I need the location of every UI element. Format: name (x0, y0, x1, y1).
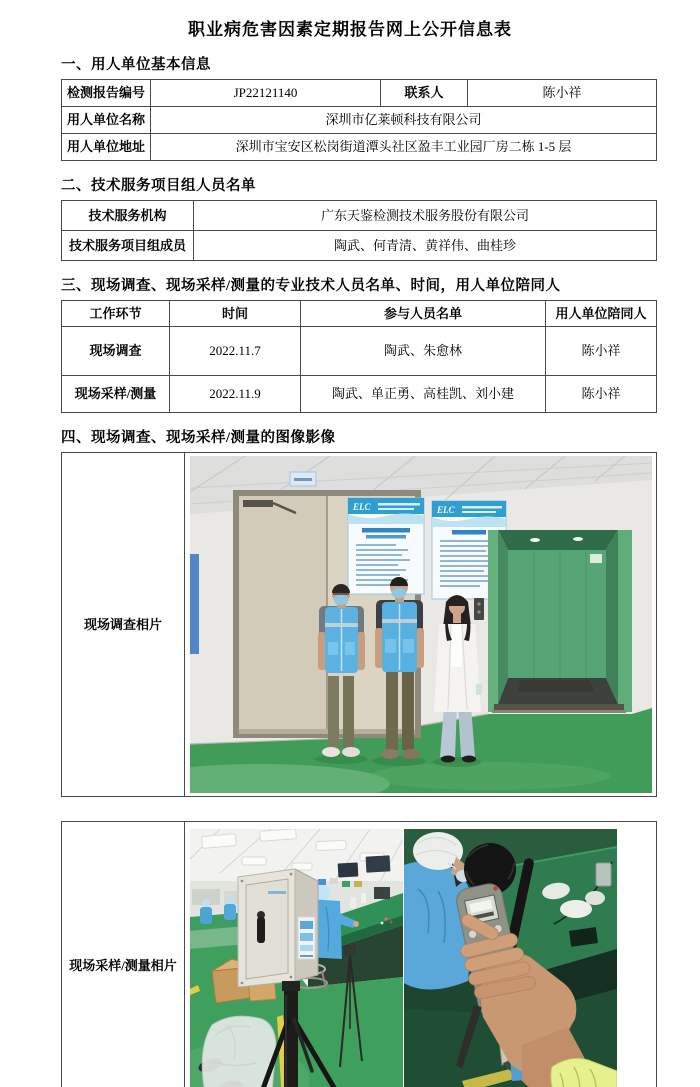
stage-cell: 现场采样/测量 (62, 376, 170, 413)
section3-heading: 三、现场调查、现场采样/测量的专业技术人员名单、时间，用人单位陪同人 (61, 278, 561, 294)
spacer (0, 797, 700, 821)
table-row (62, 80, 657, 107)
sampling-photo-right (404, 829, 617, 1087)
team-members-value: 陶武、何青清、黄祥伟、曲桂珍 (194, 231, 657, 261)
table-row (62, 201, 657, 231)
service-org-label: 技术服务机构 (62, 201, 194, 231)
table-row (62, 453, 657, 797)
site-survey-photo (190, 456, 652, 793)
sampling-photo-cell (185, 822, 657, 1087)
table-row (62, 376, 657, 413)
employer-info-table (61, 79, 657, 161)
escort-cell: 陈小祥 (546, 327, 657, 376)
participants-cell: 陶武、朱愈林 (301, 327, 546, 376)
sampling-photos (190, 829, 651, 1087)
table-row (62, 327, 657, 376)
elc-logo: ELC (353, 502, 371, 512)
escort-cell: 陈小祥 (546, 376, 657, 413)
col-header-stage: 工作环节 (62, 301, 170, 327)
left-wall-poster (190, 554, 199, 654)
survey-photo-label: 现场调查相片 (62, 453, 185, 797)
elc-logo: ELC (437, 505, 455, 515)
table-header-row (62, 301, 657, 327)
service-org-value: 广东天鉴检测技术服务股份有限公司 (194, 201, 657, 231)
col-header-escort: 用人单位陪同人 (546, 301, 657, 327)
stage-cell: 现场调查 (62, 327, 170, 376)
report-no-value: JP22121140 (151, 80, 381, 107)
page-title: 职业病危害因素定期报告网上公开信息表 (188, 20, 512, 39)
employer-addr-value: 深圳市宝安区松岗街道潭头社区盈丰工业园厂房二栋 1-5 层 (151, 134, 657, 161)
section1-heading: 一、用人单位基本信息 (61, 57, 211, 73)
sampling-photo-left (190, 829, 403, 1087)
team-members-label: 技术服务项目组成员 (62, 231, 194, 261)
participants-cell: 陶武、单正勇、高桂凯、刘小建 (301, 376, 546, 413)
employer-addr-label: 用人单位地址 (62, 134, 151, 161)
elevator-call-panel (474, 598, 484, 620)
col-header-participants: 参与人员名单 (301, 301, 546, 327)
sampling-photo-label: 现场采样/测量相片 (62, 822, 185, 1087)
employer-name-label: 用人单位名称 (62, 107, 151, 134)
table-row (62, 107, 657, 134)
site-work-table (61, 300, 657, 413)
freight-elevator (488, 530, 632, 713)
contact-value: 陈小祥 (468, 80, 657, 107)
section4-heading: 四、现场调查、现场采样/测量的图像影像 (61, 430, 336, 446)
date-cell: 2022.11.7 (170, 327, 301, 376)
employer-name-value: 深圳市亿莱顿科技有限公司 (151, 107, 657, 134)
service-team-table (61, 200, 657, 261)
table-row (62, 134, 657, 161)
col-header-date: 时间 (170, 301, 301, 327)
table-row (62, 231, 657, 261)
date-cell: 2022.11.9 (170, 376, 301, 413)
survey-photo-cell (185, 453, 657, 797)
contact-label: 联系人 (381, 80, 468, 107)
safety-poster-1 (348, 498, 424, 594)
section2-heading: 二、技术服务项目组人员名单 (61, 178, 256, 194)
survey-photo-table (61, 452, 657, 797)
sampling-photo-table (61, 821, 657, 1087)
table-row (62, 822, 657, 1087)
report-no-label: 检测报告编号 (62, 80, 151, 107)
